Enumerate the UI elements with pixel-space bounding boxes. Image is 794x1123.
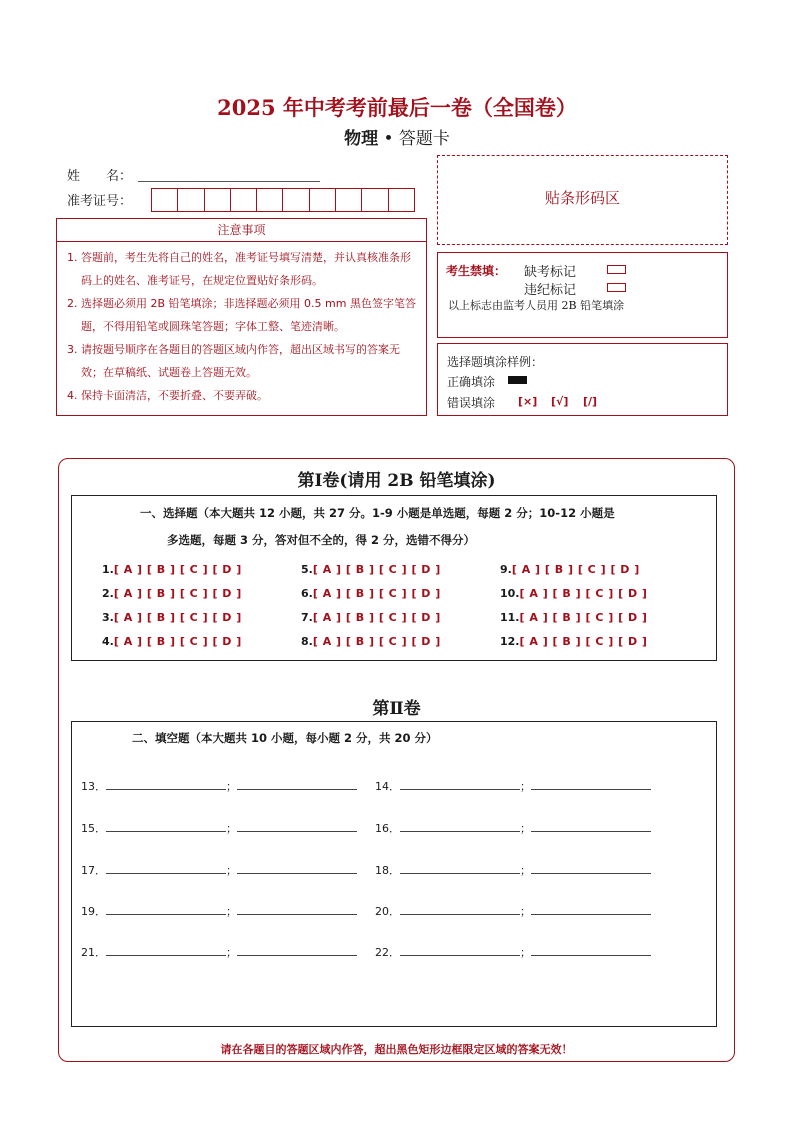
fill-question — [81, 778, 357, 794]
notice-item — [67, 246, 420, 292]
mc-question-number: 4. — [102, 635, 114, 648]
mc-options[interactable]: [ A ] [ B ] [ C ] [ D ] — [519, 611, 648, 624]
part1-heading: 第Ⅰ卷(请用 2B 铅笔填涂) — [297, 471, 496, 491]
fill-question-number: 16． — [375, 822, 400, 835]
notice-item-text: 请按题号顺序在各题目的答题区域内作答，超出区域书写的答案无效；在草稿纸、试题卷上答题无效。 — [81, 343, 400, 379]
wrong-mark-slash: [/] — [583, 395, 598, 408]
part2-heading: 第Ⅱ卷 — [372, 699, 421, 719]
answer-blank[interactable] — [400, 830, 520, 832]
fill-question-number: 22． — [375, 946, 400, 959]
mc-question-number: 9. — [500, 563, 512, 576]
fill-question-number: 20． — [375, 905, 400, 918]
fill-blank-section — [71, 721, 717, 1027]
absent-label: 缺考标记 — [524, 265, 577, 280]
blank-separator: ； — [226, 864, 237, 877]
fill-question — [81, 820, 357, 836]
mc-question — [102, 635, 242, 648]
id-digit-box[interactable] — [178, 189, 204, 211]
id-digit-box[interactable] — [231, 189, 257, 211]
absent-mark-box[interactable] — [607, 265, 626, 274]
subject-label: 物理 — [344, 129, 379, 149]
wrong-mark-cross: [×] — [518, 395, 538, 408]
mc-question — [500, 587, 647, 600]
footer-note: 请在各题目的答题区域内作答，超出黑色矩形边框限定区域的答案无效！ — [220, 1043, 573, 1056]
fill-blank-title: 二、填空题（本大题共 10 小题，每小题 2 分，共 20 分） — [132, 731, 438, 745]
mc-options[interactable]: [ A ] [ B ] [ C ] [ D ] — [113, 563, 242, 576]
blank-separator: ； — [520, 822, 531, 835]
correct-fill-swatch — [508, 376, 527, 384]
notice-item-num: 3. — [67, 343, 78, 356]
proctor-marks-box — [437, 252, 728, 338]
id-digit-box[interactable] — [336, 189, 362, 211]
mc-options[interactable]: [ A ] [ B ] [ C ] [ D ] — [113, 611, 242, 624]
notice-title: 注意事项 — [56, 218, 427, 242]
mc-question-number: 1. — [102, 563, 114, 576]
answer-blank[interactable] — [400, 788, 520, 790]
page-subtitle — [0, 124, 794, 149]
fill-question — [81, 862, 357, 878]
mc-options[interactable]: [ A ] [ B ] [ C ] [ D ] — [312, 635, 441, 648]
notice-item-text: 答题前，考生先将自己的姓名，准考证号填写清楚，并认真核准条形码上的姓名、准考证号，在规定位置贴好条形码。 — [81, 251, 411, 287]
answer-blank[interactable] — [400, 872, 520, 874]
blank-separator: ； — [226, 905, 237, 918]
answer-blank[interactable] — [400, 913, 520, 915]
answer-blank[interactable] — [531, 788, 651, 790]
notice-item-num: 1. — [67, 251, 78, 264]
blank-separator: ； — [520, 864, 531, 877]
notice-box — [56, 242, 427, 416]
name-field[interactable] — [138, 181, 320, 182]
fill-question-number: 14． — [375, 780, 400, 793]
notice-item-num: 4. — [67, 389, 78, 402]
id-digit-box[interactable] — [152, 189, 178, 211]
mc-question — [301, 587, 441, 600]
notice-item — [67, 384, 420, 407]
blank-separator: ； — [226, 780, 237, 793]
id-label: 准考证号： — [67, 194, 133, 209]
mc-question — [102, 563, 242, 576]
answer-blank[interactable] — [531, 913, 651, 915]
mc-question-number: 8. — [301, 635, 313, 648]
notice-item — [67, 338, 420, 384]
mc-title-line2: 多选题，每题 3 分，答对但不全的，得 2 分，选错不得分） — [167, 533, 476, 547]
name-label: 姓 名： — [67, 169, 133, 184]
mc-question-number: 2. — [102, 587, 114, 600]
mc-question-number: 6. — [301, 587, 313, 600]
correct-fill-label: 正确填涂 — [447, 375, 496, 389]
fill-question — [375, 903, 651, 919]
id-digit-box[interactable] — [389, 189, 414, 211]
forbidden-label: 考生禁填： — [446, 264, 507, 278]
violation-label: 违纪标记 — [524, 283, 577, 298]
fill-question-number: 18． — [375, 864, 400, 877]
mc-question-number: 12. — [500, 635, 520, 648]
mc-options[interactable]: [ A ] [ B ] [ C ] [ D ] — [113, 587, 242, 600]
mc-options[interactable]: [ A ] [ B ] [ C ] [ D ] — [519, 587, 648, 600]
blank-separator: ； — [520, 780, 531, 793]
answer-blank[interactable] — [237, 954, 357, 956]
answer-blank[interactable] — [237, 872, 357, 874]
fill-question-number: 17． — [81, 864, 106, 877]
wrong-mark-check: [√] — [551, 395, 569, 408]
fill-question-number: 15． — [81, 822, 106, 835]
notice-item-text: 选择题必须用 2B 铅笔填涂；非选择题必须用 0.5 mm 黑色签字笔答题，不得用铅笔或圆珠笔答题；字体工整、笔迹清晰。 — [81, 297, 416, 333]
blank-separator: ； — [520, 946, 531, 959]
fill-question — [375, 944, 651, 960]
mc-options[interactable]: [ A ] [ B ] [ C ] [ D ] — [113, 635, 242, 648]
mc-question — [301, 563, 441, 576]
answer-blank[interactable] — [531, 954, 651, 956]
answer-blank[interactable] — [106, 954, 226, 956]
answer-blank[interactable] — [237, 830, 357, 832]
fill-question — [375, 862, 651, 878]
fill-question — [81, 944, 357, 960]
answer-blank[interactable] — [237, 788, 357, 790]
fill-question — [81, 903, 357, 919]
answer-card-label: 答题卡 — [398, 129, 450, 149]
answer-blank[interactable] — [106, 788, 226, 790]
fill-question-number: 21． — [81, 946, 106, 959]
blank-separator: ； — [520, 905, 531, 918]
answer-blank[interactable] — [531, 872, 651, 874]
mc-question — [500, 611, 647, 624]
id-digit-box[interactable] — [362, 189, 388, 211]
fill-question — [375, 820, 651, 836]
subtitle-dot: • — [383, 129, 394, 149]
page-title: 2025 年中考考前最后一卷（全国卷） — [217, 95, 577, 120]
blank-separator: ； — [226, 822, 237, 835]
mc-options[interactable]: [ A ] [ B ] [ C ] [ D ] — [312, 587, 441, 600]
mc-options[interactable]: [ A ] [ B ] [ C ] [ D ] — [312, 563, 441, 576]
id-number-boxes[interactable] — [151, 188, 415, 212]
mc-options[interactable]: [ A ] [ B ] [ C ] [ D ] — [312, 611, 441, 624]
forbidden-note: 以上标志由监考人员用 2B 铅笔填涂 — [448, 299, 625, 312]
id-digit-box[interactable] — [283, 189, 309, 211]
notice-item — [67, 292, 420, 338]
violation-mark-box[interactable] — [607, 283, 626, 292]
fill-question-number: 13． — [81, 780, 106, 793]
mc-question — [102, 587, 242, 600]
fill-question-number: 19． — [81, 905, 106, 918]
mc-question-number: 5. — [301, 563, 313, 576]
answer-blank[interactable] — [400, 954, 520, 956]
mc-question — [500, 635, 647, 648]
answer-blank[interactable] — [531, 830, 651, 832]
fill-question — [375, 778, 651, 794]
mc-question — [301, 611, 441, 624]
wrong-fill-label: 错误填涂 — [447, 396, 496, 410]
barcode-area[interactable]: 贴条形码区 — [437, 155, 728, 245]
id-digit-box[interactable] — [310, 189, 336, 211]
mc-question-number: 10. — [500, 587, 520, 600]
fill-sample-box — [437, 343, 728, 416]
mc-question — [301, 635, 441, 648]
id-digit-box[interactable] — [257, 189, 283, 211]
mc-question — [500, 563, 640, 576]
mc-question — [102, 611, 242, 624]
notice-item-num: 2. — [67, 297, 78, 310]
mc-options[interactable]: [ A ] [ B ] [ C ] [ D ] — [519, 635, 648, 648]
mc-question-number: 3. — [102, 611, 114, 624]
answer-blank[interactable] — [106, 872, 226, 874]
mc-title-line1: 一、选择题（本大题共 12 小题，共 27 分。1-9 小题是单选题，每题 2 分；10-12 小题是 — [140, 506, 615, 520]
fill-sample-title: 选择题填涂样例： — [447, 355, 544, 369]
answer-blank[interactable] — [106, 830, 226, 832]
multiple-choice-section — [71, 495, 717, 661]
mc-options[interactable]: [ A ] [ B ] [ C ] [ D ] — [511, 563, 640, 576]
answer-blank[interactable] — [237, 913, 357, 915]
mc-question-number: 7. — [301, 611, 313, 624]
mc-question-number: 11. — [500, 611, 520, 624]
notice-item-text: 保持卡面清洁，不要折叠、不要弄破。 — [81, 389, 268, 402]
id-digit-box[interactable] — [205, 189, 231, 211]
blank-separator: ； — [226, 946, 237, 959]
answer-blank[interactable] — [106, 913, 226, 915]
